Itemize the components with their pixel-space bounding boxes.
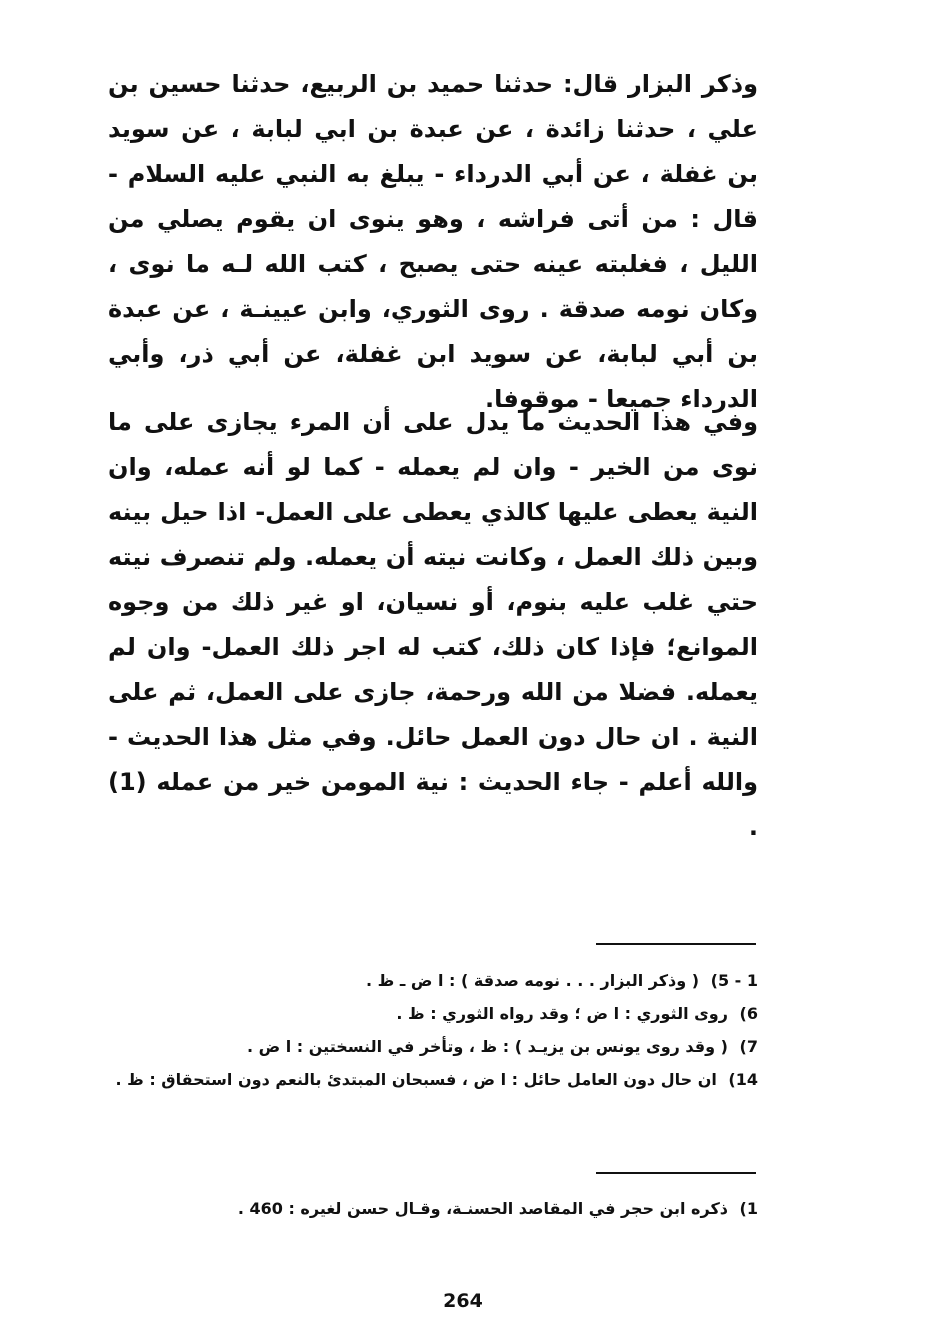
apparatus-notes xyxy=(108,964,758,1096)
note-text: ( وقد روى يونس بن يزيـد ) : ظ ، وتأخر في النسختين : ا ض . xyxy=(247,1037,728,1056)
apparatus-note xyxy=(108,964,758,997)
apparatus-note xyxy=(108,1063,758,1096)
footnote-divider xyxy=(596,1172,756,1174)
note-number: 6) xyxy=(739,1004,758,1023)
note-number: 1 - 5) xyxy=(710,971,758,990)
body-paragraph: وذكر البزار قال: حدثنا حميد بن الربيع، حدثنا حسين بن علي ، حدثنا زائدة ، عن عبدة بن ابي لبابة ، عن سويد بن غفلة ، عن أبي الدرداء - يبلغ به النبي عليه السلام - قال : من أتى فراشه ، وهو ينوى ان يقوم يصلي من الليل ، فغلبته عينه حتى يصبح ، كتب الله لـه ما نوى ، وكان نومه صدقة . روى الثوري، وابن عيينـة ، عن عبدة بن أبي لبابة، عن سويد ابن غفلة، عن أبي ذر، وأبي الدرداء جميعا - موقوفا. xyxy=(108,70,758,413)
source-notes xyxy=(108,1192,758,1225)
body-paragraph: وفي هذا الحديث ما يدل على أن المرء يجازى على ما نوى من الخير - وان لم يعمله - كما لو أنه عمله، وان النية يعطى عليها كالذي يعطى على العمل- اذا حيل بينه وبين ذلك العمل ، وكانت نيته أن يعمله. ولم تنصرف نيته حتي غلب عليه بنوم، أو نسيان، او غير ذلك من وجوه الموانع؛ فإذا كان ذلك، كتب له اجر ذلك العمل- وان لم يعمله. فضلا من الله ورحمة، جازى على العمل، ثم على النية . ان حال دون العمل حائل. وفي مثل هذا الحديث - والله أعلم - جاء الحديث : نية المومن خير من عمله (1) . xyxy=(108,408,758,841)
footnote-divider xyxy=(596,943,756,945)
apparatus-note xyxy=(108,1030,758,1063)
page-number: 264 xyxy=(443,1290,483,1312)
note-text: ( وذكر البزار . . . نومه صدقة ) : ا ض ـ ظ . xyxy=(366,971,700,990)
note-text: ان حال دون العامل حائل : ا ض ، فسبحان المبتدئ بالنعم دون استحقاق : ظ . xyxy=(115,1070,717,1089)
note-number: 1) xyxy=(739,1199,758,1218)
apparatus-note xyxy=(108,997,758,1030)
note-text: ذكره ابن حجر في المقاصد الحسنـة، وقـال حسن لغيره : 460 . xyxy=(237,1199,728,1218)
note-number: 14) xyxy=(728,1070,758,1089)
source-note xyxy=(108,1192,758,1225)
note-text: روى الثوري : ا ض ؛ وقد رواه الثوري : ظ . xyxy=(396,1004,728,1023)
note-number: 7) xyxy=(739,1037,758,1056)
